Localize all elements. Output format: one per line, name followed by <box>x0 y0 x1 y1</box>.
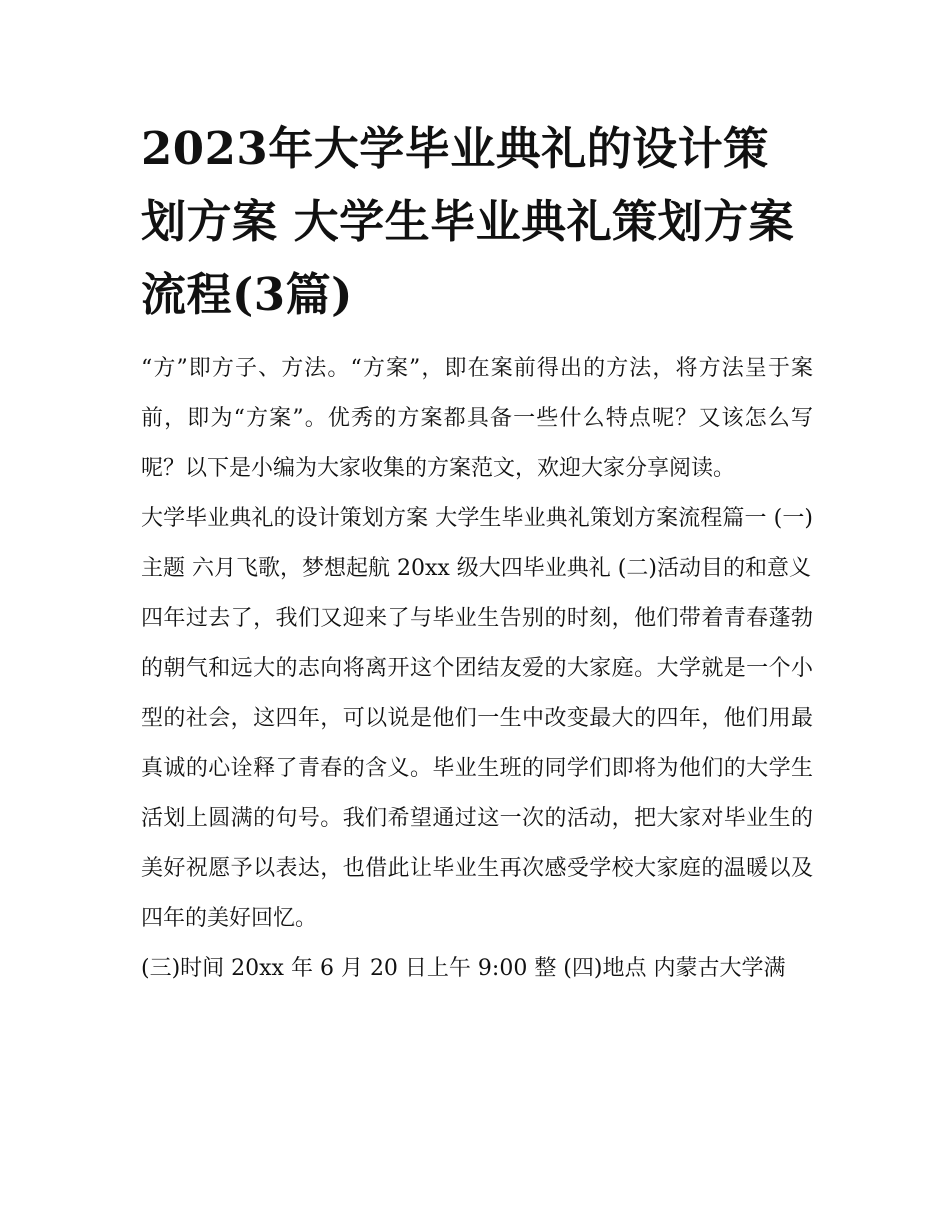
section-heading-paragraph: 大学毕业典礼的设计策划方案 大学生毕业典礼策划方案流程篇一 (一)主题 六月飞歌，梦想起航 20xx 级大四毕业典礼 (二)活动目的和意义 <box>141 506 813 581</box>
time-location-paragraph: (三)时间 20xx 年 6 月 20 日上午 9:00 整 (四)地点 内蒙古大学满 <box>141 956 786 981</box>
document-page <box>141 112 813 994</box>
intro-paragraph: “方”即方子、方法。“方案”，即在案前得出的方法，将方法呈于案前，即为“方案”。优秀的方案都具备一些什么特点呢？又该怎么写呢？以下是小编为大家收集的方案范文，欢迎大家分享阅读。 <box>141 356 813 481</box>
purpose-paragraph: 四年过去了，我们又迎来了与毕业生告别的时刻，他们带着青春蓬勃的朝气和远大的志向将离开这个团结友爱的大家庭。大学就是一个小型的社会，这四年，可以说是他们一生中改变最大的四年，他们用最真诚的心诠释了青春的含义。毕业生班的同学们即将为他们的大学生活划上圆满的句号。我们希望通过这一次的活动，把大家对毕业生的美好祝愿予以表达，也借此让毕业生再次感受学校大家庭的温暖以及四年的美好回忆。 <box>141 606 813 931</box>
document-title: 2023年大学毕业典礼的设计策划方案 大学生毕业典礼策划方案流程(3篇) <box>141 122 795 321</box>
